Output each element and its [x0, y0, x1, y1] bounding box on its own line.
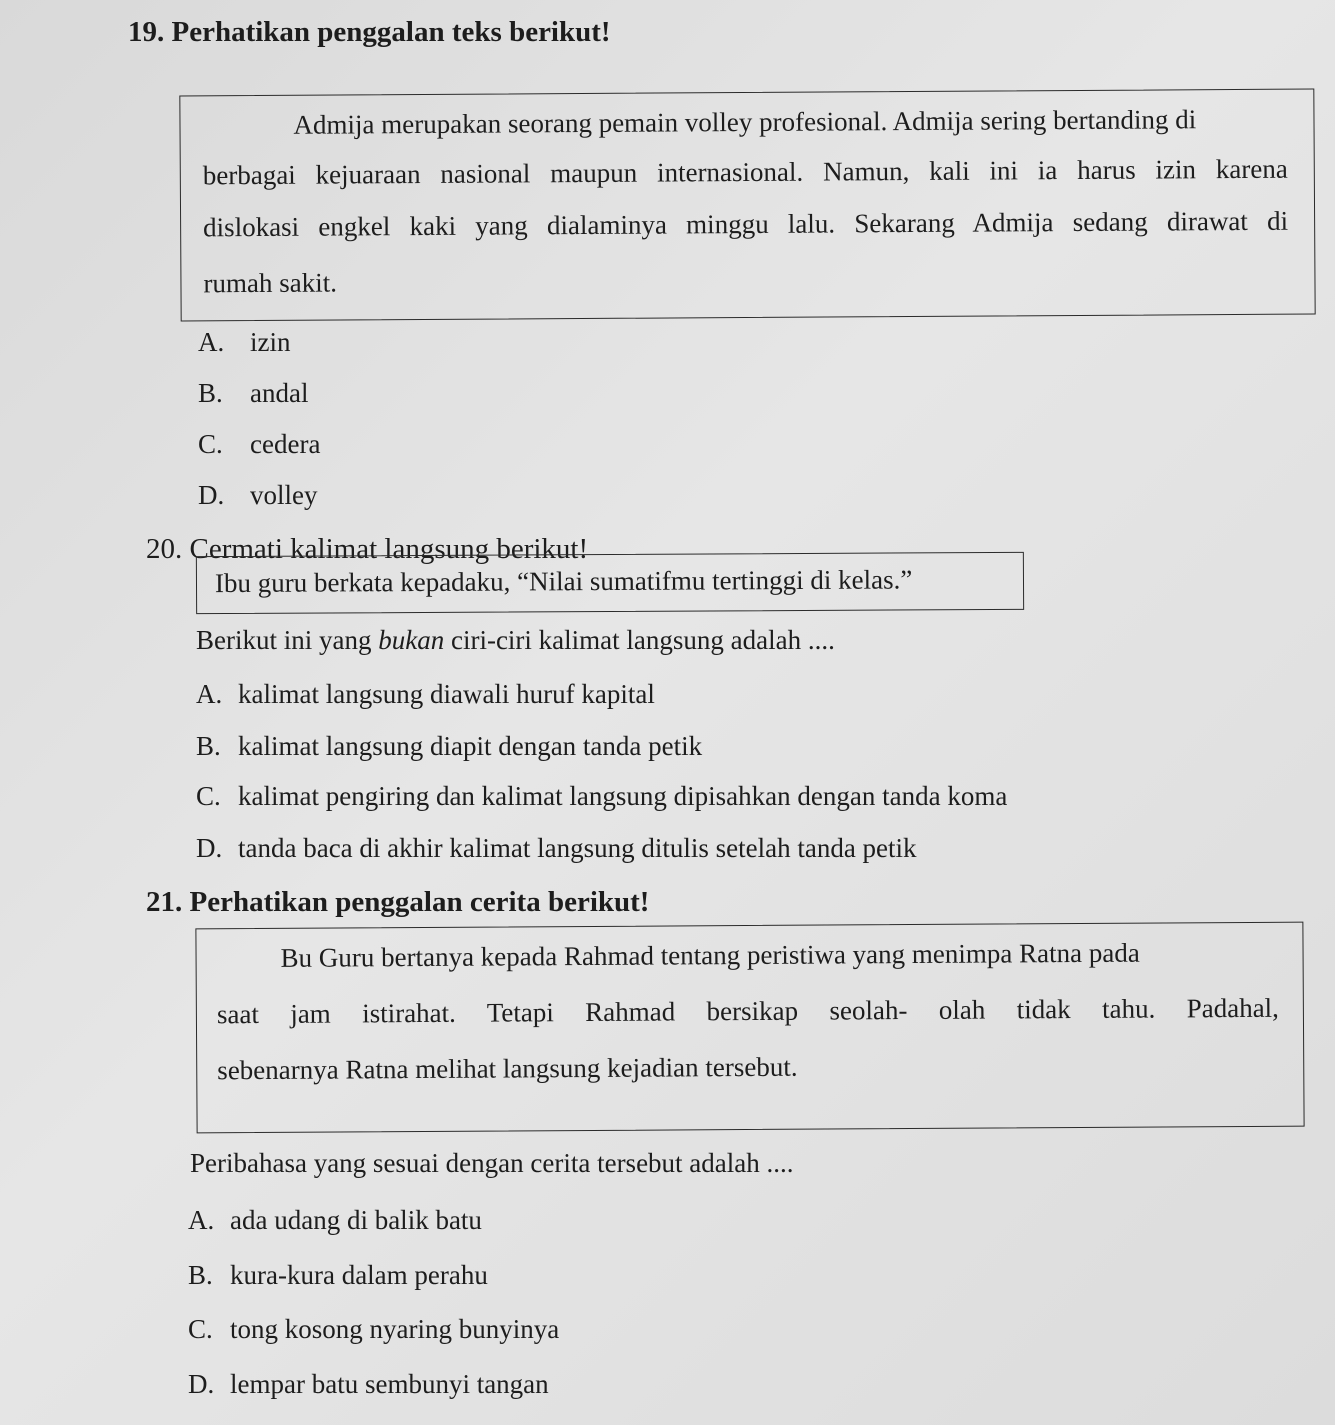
- q21-option-a-text: ada udang di balik batu: [230, 1205, 482, 1235]
- q20-option-c-text: kalimat pengiring dan kalimat langsung dipisahkan dengan tanda koma: [238, 781, 1008, 811]
- q21-passage-line-1: Bu Guru bertanya kepada Rahmad tentang peristiwa yang menimpa Ratna pada: [280, 937, 1140, 973]
- q20-sentence: Ibu guru berkata kepadaku, “Nilai sumatifmu tertinggi di kelas.”: [214, 564, 913, 599]
- q19-option-d-text: volley: [250, 480, 318, 510]
- q21-number: 21.: [146, 886, 183, 918]
- q20-option-d-text: tanda baca di akhir kalimat langsung ditulis setelah tanda petik: [238, 833, 917, 863]
- q21-option-b-letter: B.: [188, 1260, 213, 1290]
- q19-option-a-letter: A.: [198, 327, 225, 357]
- q19-instruction: Perhatikan penggalan teks berikut!: [171, 16, 611, 48]
- q21-option-a[interactable]: [188, 1205, 482, 1236]
- q20-option-b-text: kalimat langsung diapit dengan tanda petik: [238, 731, 703, 761]
- q20-question-emphasis: bukan: [378, 625, 445, 655]
- q19-option-b-letter: B.: [198, 378, 223, 408]
- q19-option-a[interactable]: [198, 327, 291, 358]
- q20-option-d[interactable]: [196, 833, 917, 864]
- q21-option-b-text: kura-kura dalam perahu: [230, 1260, 488, 1290]
- q20-option-b-letter: B.: [196, 731, 221, 761]
- q20-question: [196, 625, 835, 656]
- q20-option-c-letter: C.: [196, 781, 221, 811]
- q19-passage-line-2: berbagai kejuaraan nasional maupun internasional. Namun, kali ini ia harus izin karena: [202, 153, 1288, 191]
- q20-instruction: Cermati kalimat langsung berikut!: [189, 533, 589, 565]
- q19-passage-box: [179, 89, 1315, 322]
- q20-option-c[interactable]: [196, 781, 1007, 812]
- q19-heading: [128, 16, 611, 49]
- q21-option-a-letter: A.: [188, 1205, 215, 1235]
- q21-option-d[interactable]: [188, 1369, 549, 1400]
- q20-option-d-letter: D.: [196, 833, 223, 863]
- q21-instruction: Perhatikan penggalan cerita berikut!: [189, 886, 650, 918]
- q19-option-b-text: andal: [250, 378, 309, 408]
- q21-option-d-text: lempar batu sembunyi tangan: [230, 1369, 549, 1399]
- q20-question-before: Berikut ini yang: [196, 625, 372, 655]
- q19-option-d-letter: D.: [198, 480, 225, 510]
- q21-option-b[interactable]: [188, 1260, 488, 1291]
- q19-option-a-text: izin: [250, 327, 291, 357]
- q19-option-c-letter: C.: [198, 429, 223, 459]
- q19-passage-line-4: rumah sakit.: [203, 267, 338, 299]
- q20-option-a-text: kalimat langsung diawali huruf kapital: [238, 679, 655, 709]
- q19-option-c[interactable]: [198, 429, 320, 460]
- q19-passage-line-3: dislokasi engkel kaki yang dialaminya minggu lalu. Sekarang Admija sedang dirawat di: [203, 205, 1289, 243]
- q20-sentence-box: [196, 552, 1024, 614]
- q21-passage-line-2: saat jam istirahat. Tetapi Rahmad bersikap seolah- olah tidak tahu. Padahal,: [216, 992, 1279, 1030]
- q21-question: Peribahasa yang sesuai dengan cerita tersebut adalah ....: [190, 1148, 794, 1178]
- q19-option-d[interactable]: [198, 480, 318, 511]
- q19-option-c-text: cedera: [250, 429, 321, 459]
- q21-passage-line-3: sebenarnya Ratna melihat langsung kejadian tersebut.: [217, 1051, 798, 1086]
- q21-heading: [146, 886, 649, 919]
- q20-option-a-letter: A.: [196, 679, 223, 709]
- q19-number: 19.: [128, 16, 165, 48]
- q20-option-b[interactable]: [196, 731, 702, 762]
- q19-option-b[interactable]: [198, 378, 308, 409]
- q20-question-after: ciri-ciri kalimat langsung adalah ....: [450, 625, 835, 655]
- q21-option-c[interactable]: [188, 1314, 559, 1345]
- q21-passage-box: [195, 922, 1304, 1134]
- q19-passage-line-1: Admija merupakan seorang pemain volley profesional. Admija sering bertanding di: [293, 104, 1197, 140]
- q21-option-c-letter: C.: [188, 1314, 213, 1344]
- q20-number: 20.: [146, 533, 183, 565]
- q21-option-d-letter: D.: [188, 1369, 215, 1399]
- q21-option-c-text: tong kosong nyaring bunyinya: [230, 1314, 560, 1344]
- q20-option-a[interactable]: [196, 679, 655, 710]
